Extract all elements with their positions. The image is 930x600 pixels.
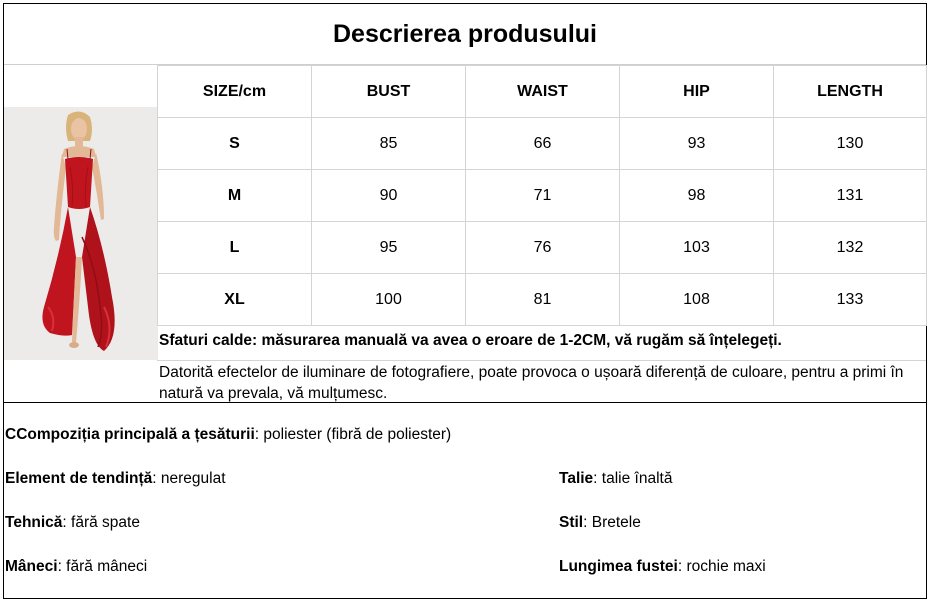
attribute-value: : Bretele xyxy=(583,514,641,531)
cell-bust: 90 xyxy=(312,170,466,222)
table-row xyxy=(158,170,927,222)
header-hip: HIP xyxy=(620,66,774,118)
tip-divider xyxy=(157,360,926,361)
cell-size: XL xyxy=(158,274,312,326)
cell-waist: 66 xyxy=(466,118,620,170)
attribute-value: : rochie maxi xyxy=(677,558,766,575)
size-chart-header-row xyxy=(158,66,927,118)
attribute-label: Mâneci xyxy=(5,558,58,575)
header-length: LENGTH xyxy=(774,66,927,118)
cell-waist: 76 xyxy=(466,222,620,274)
model-red-dress-illustration xyxy=(4,107,158,360)
attribute-label: Talie xyxy=(559,470,594,487)
attribute-label: Lungimea fustei xyxy=(559,558,678,575)
attribute-skirt-length xyxy=(559,558,766,576)
header-size: SIZE/cm xyxy=(158,66,312,118)
attribute-label: Stil xyxy=(559,514,584,531)
cell-size: S xyxy=(158,118,312,170)
attribute-style xyxy=(559,514,641,532)
cell-size: M xyxy=(158,170,312,222)
measurement-tip: Sfaturi calde: măsurarea manuală va avea o eroare de 1-2CM, vă rugăm să înțelegeți. xyxy=(159,332,782,349)
table-row xyxy=(158,118,927,170)
cell-waist: 71 xyxy=(466,170,620,222)
cell-hip: 103 xyxy=(620,222,774,274)
cell-length: 131 xyxy=(774,170,927,222)
attribute-value: : fără spate xyxy=(62,514,140,531)
attribute-value: : fără mâneci xyxy=(57,558,148,575)
table-row xyxy=(158,222,927,274)
cell-length: 132 xyxy=(774,222,927,274)
attribute-label: Element de tendință xyxy=(5,470,153,487)
cell-hip: 108 xyxy=(620,274,774,326)
attribute-value: : neregulat xyxy=(152,470,226,487)
attribute-value: : talie înaltă xyxy=(593,470,673,487)
cell-length: 133 xyxy=(774,274,927,326)
attribute-sleeves xyxy=(5,558,147,576)
cell-hip: 93 xyxy=(620,118,774,170)
table-row xyxy=(158,274,927,326)
page-title: Descrierea produsului xyxy=(4,4,926,65)
attribute-composition xyxy=(5,426,451,444)
attribute-technique xyxy=(5,514,140,532)
cell-bust: 95 xyxy=(312,222,466,274)
cell-hip: 98 xyxy=(620,170,774,222)
header-bust: BUST xyxy=(312,66,466,118)
size-chart-table xyxy=(157,65,927,326)
header-waist: WAIST xyxy=(466,66,620,118)
color-note: Datorită efectelor de iluminare de fotografiere, poate provoca o ușoară diferență de culoare, pentru a primi în natură va prevala, vă mulțumesc. xyxy=(159,364,904,402)
section-divider xyxy=(4,402,926,403)
cell-length: 130 xyxy=(774,118,927,170)
cell-size: L xyxy=(158,222,312,274)
product-photo xyxy=(4,107,158,360)
attribute-label: Tehnică xyxy=(5,514,63,531)
cell-waist: 81 xyxy=(466,274,620,326)
attribute-label: CCompoziția principală a țesăturii xyxy=(5,426,255,443)
attribute-waist xyxy=(559,470,672,488)
attribute-value: : poliester (fibră de poliester) xyxy=(254,426,452,443)
cell-bust: 85 xyxy=(312,118,466,170)
attribute-trend xyxy=(5,470,226,488)
cell-bust: 100 xyxy=(312,274,466,326)
